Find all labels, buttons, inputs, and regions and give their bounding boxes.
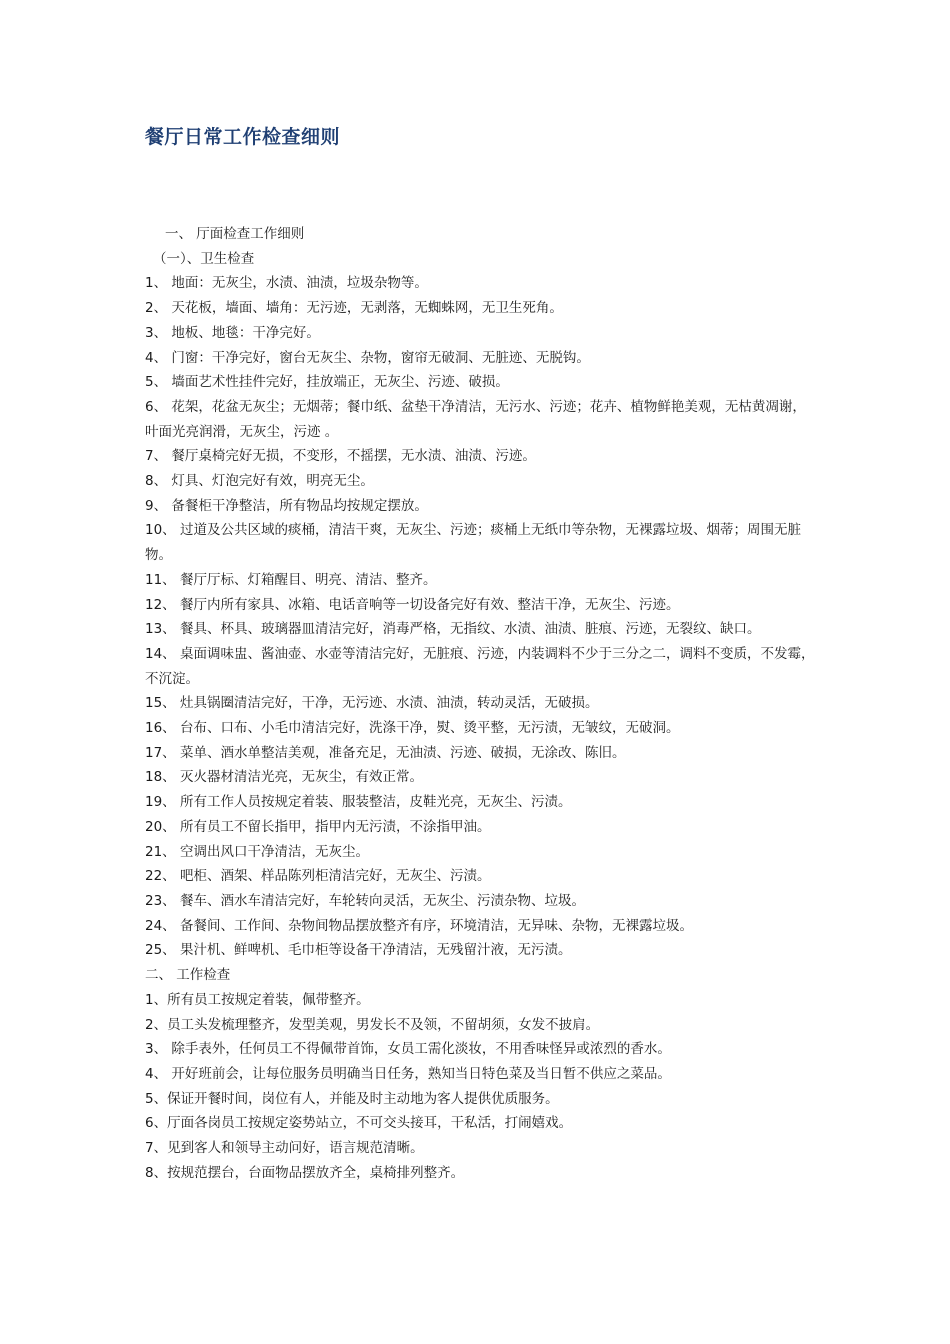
list-item: 16、 台布、口布、小毛巾清洁完好，洗涤干净，熨、烫平整，无污渍，无皱纹，无破洞。 [145,720,680,737]
section-heading: 二、 工作检查 [145,967,231,984]
list-item: 24、 备餐间、工作间、杂物间物品摆放整齐有序，环境清洁，无异味、杂物，无裸露垃圾。 [145,917,693,934]
list-item: 18、 灭火器材清洁光亮，无灰尘，有效正常。 [145,769,423,786]
list-item: 1、 地面：无灰尘，水渍、油渍，垃圾杂物等。 [145,275,428,292]
list-item: 5、保证开餐时间，岗位有人，并能及时主动地为客人提供优质服务。 [145,1090,559,1107]
list-item: 1、所有员工按规定着装，佩带整齐。 [145,991,370,1008]
document-title: 餐厅日常工作检查细则 [145,126,341,148]
list-item: 7、 餐厅桌椅完好无损，不变形，不摇摆，无水渍、油渍、污迹。 [145,448,536,465]
list-item: 2、员工头发梳理整齐，发型美观，男发长不及领，不留胡须，女发不披肩。 [145,1016,600,1033]
list-item: 15、 灶具锅圈清洁完好，干净，无污迹、水渍、油渍，转动灵活，无破损。 [145,695,599,712]
list-item: 17、 菜单、酒水单整洁美观，准备充足，无油渍、污迹、破损，无涂改、陈旧。 [145,744,626,761]
list-item: 4、 开好班前会，让每位服务员明确当日任务，熟知当日特色菜及当日暂不供应之菜品。 [145,1065,671,1082]
list-item: 14、 桌面调味盅、酱油壶、水壶等清洁完好，无脏痕、污迹，内装调料不少于三分之二，调料不变质，不发霉，不沉淀。 [145,645,815,687]
list-item: 7、见到客人和领导主动问好，语言规范清晰。 [145,1140,424,1157]
list-item: 4、 门窗：干净完好，窗台无灰尘、杂物，窗帘无破洞、无脏迹、无脱钩。 [145,349,590,366]
list-item: 9、 备餐柜干净整洁，所有物品均按规定摆放。 [145,497,428,514]
list-item: 5、 墙面艺术性挂件完好，挂放端正，无灰尘、污迹、破损。 [145,374,509,391]
list-item: 10、 过道及公共区域的痰桶，清洁干爽，无灰尘、污迹；痰桶上无纸巾等杂物，无裸露垃圾、烟蒂；周围无脏物。 [145,522,801,564]
list-item: 3、 除手表外，任何员工不得佩带首饰，女员工需化淡妆，不用香味怪异或浓烈的香水。 [145,1041,671,1058]
list-item: 25、 果汁机、鲜啤机、毛巾柜等设备干净清洁，无残留汁液，无污渍。 [145,942,572,959]
list-item: 22、 吧柜、酒架、样品陈列柜清洁完好，无灰尘、污渍。 [145,868,491,885]
list-item: 8、 灯具、灯泡完好有效，明亮无尘。 [145,473,374,490]
subsection-heading: （一）、卫生检查 [153,250,255,267]
list-item: 8、按规范摆台，台面物品摆放齐全，桌椅排列整齐。 [145,1164,465,1181]
list-item: 23、 餐车、酒水车清洁完好，车轮转向灵活，无灰尘、污渍杂物、垃圾。 [145,892,585,909]
list-item: 11、 餐厅厅标、灯箱醒目、明亮、清洁、整齐。 [145,571,437,588]
list-item: 6、 花架，花盆无灰尘；无烟蒂；餐巾纸、盆垫干净清洁，无污水、污迹；花卉、植物鲜艳美观，无枯黄凋谢，叶面光亮润滑，无灰尘，污迹 。 [145,398,806,440]
list-item: 12、 餐厅内所有家具、冰箱、电话音响等一切设备完好有效、整洁干净，无灰尘、污迹。 [145,596,680,613]
list-item: 13、 餐具、杯具、玻璃器皿清洁完好，消毒严格，无指纹、水渍、油渍、脏痕、污迹，无裂纹、缺口。 [145,621,761,638]
list-item: 6、厅面各岗员工按规定姿势站立，不可交头接耳，干私活，打闹嬉戏。 [145,1115,573,1132]
list-item: 2、 天花板，墙面、墙角：无污迹，无剥落，无蜘蛛网，无卫生死角。 [145,300,563,317]
section-heading: 一、 厅面检查工作细则 [165,226,305,242]
list-item: 21、 空调出风口干净清洁，无灰尘。 [145,843,369,860]
list-item: 19、 所有工作人员按规定着装、服装整洁，皮鞋光亮，无灰尘、污渍。 [145,794,572,811]
document-body [145,222,817,1185]
list-item: 3、 地板、地毯：干净完好。 [145,324,320,341]
list-item: 20、 所有员工不留长指甲，指甲内无污渍，不涂指甲油。 [145,818,491,835]
